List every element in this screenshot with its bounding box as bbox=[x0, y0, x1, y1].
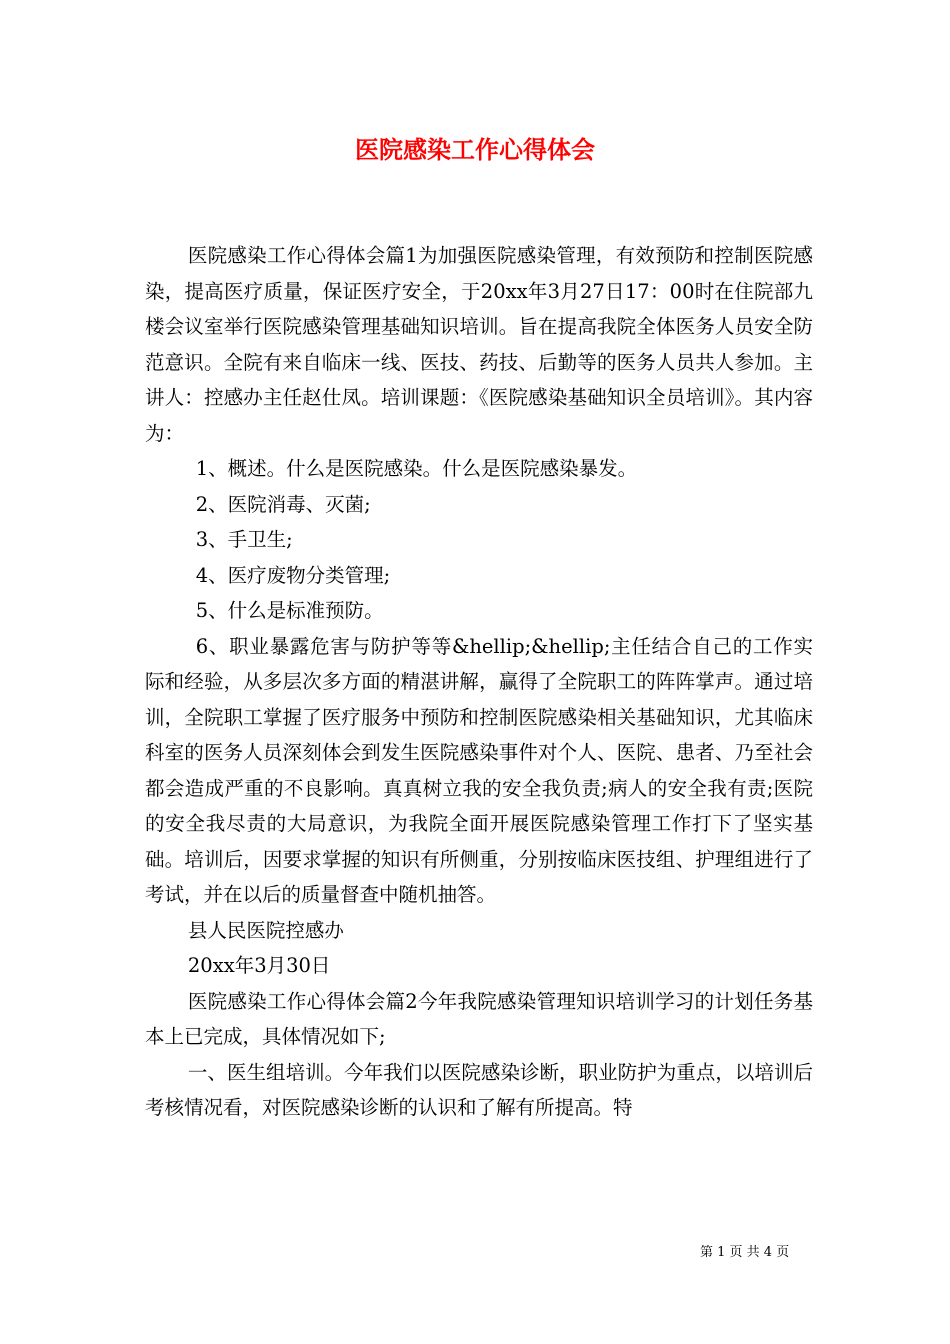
list-item-4: 4、医疗废物分类管理; bbox=[195, 563, 391, 587]
paragraph-intro: 医院感染工作心得体会篇1为加强医院感染管理，有效预防和控制医院感染，提高医疗质量，保证医疗安全，于20xx年3月27日17：00时在住院部九楼会议室举行医院感染管理基础知识培训。旨在提高我院全体医务人员安全防范意识。全院有来自临床一线、医技、药技、后勤等的医务人员共人参加。主讲人：控感办主任赵仕凤。培训课题：《医院感染基础知识全员培训》。其内容为： bbox=[145, 244, 813, 445]
list-item-6-paragraph: 6、职业暴露危害与防护等等&hellip;&hellip;主任结合自己的工作实际和经验，从多层次多方面的精湛讲解，赢得了全院职工的阵阵掌声。通过培训，全院职工掌握了医疗服务中预防和控制医院感染相关基础知识，尤其临床科室的医务人员深刻体会到发生医院感染事件对个人、医院、患者、乃至社会都会造成严重的不良影响。真真树立我的安全我负责;病人的安全我有责;医院的安全我尽责的大局意识，为我院全面开展医院感染管理工作打下了坚实基础。培训后，因要求掌握的知识有所侧重，分别按临床医技组、护理组进行了考试，并在以后的质量督查中随机抽答。 bbox=[145, 634, 813, 906]
paragraph-part2-intro: 医院感染工作心得体会篇2今年我院感染管理知识培训学习的计划任务基本上已完成，具体情况如下; bbox=[145, 989, 813, 1048]
document-title: 医院感染工作心得体会 bbox=[355, 135, 595, 164]
list-item-2: 2、医院消毒、灭菌; bbox=[195, 492, 371, 516]
paragraph-doctor-training: 一、医生组培训。今年我们以医院感染诊断，职业防护为重点，以培训后考核情况看，对医院感染诊断的认识和了解有所提高。特 bbox=[145, 1060, 813, 1119]
document-body bbox=[145, 238, 813, 1126]
list-item-3: 3、手卫生; bbox=[195, 528, 293, 551]
list-item-5: 5、什么是标准预防。 bbox=[195, 599, 384, 622]
page-number: 第 1 页 共 4 页 bbox=[700, 1245, 790, 1260]
list-item-1: 1、概述。什么是医院感染。什么是医院感染暴发。 bbox=[195, 457, 638, 480]
signature-date: 20xx年3月30日 bbox=[187, 954, 331, 977]
signature-org: 县人民医院控感办 bbox=[187, 918, 344, 942]
